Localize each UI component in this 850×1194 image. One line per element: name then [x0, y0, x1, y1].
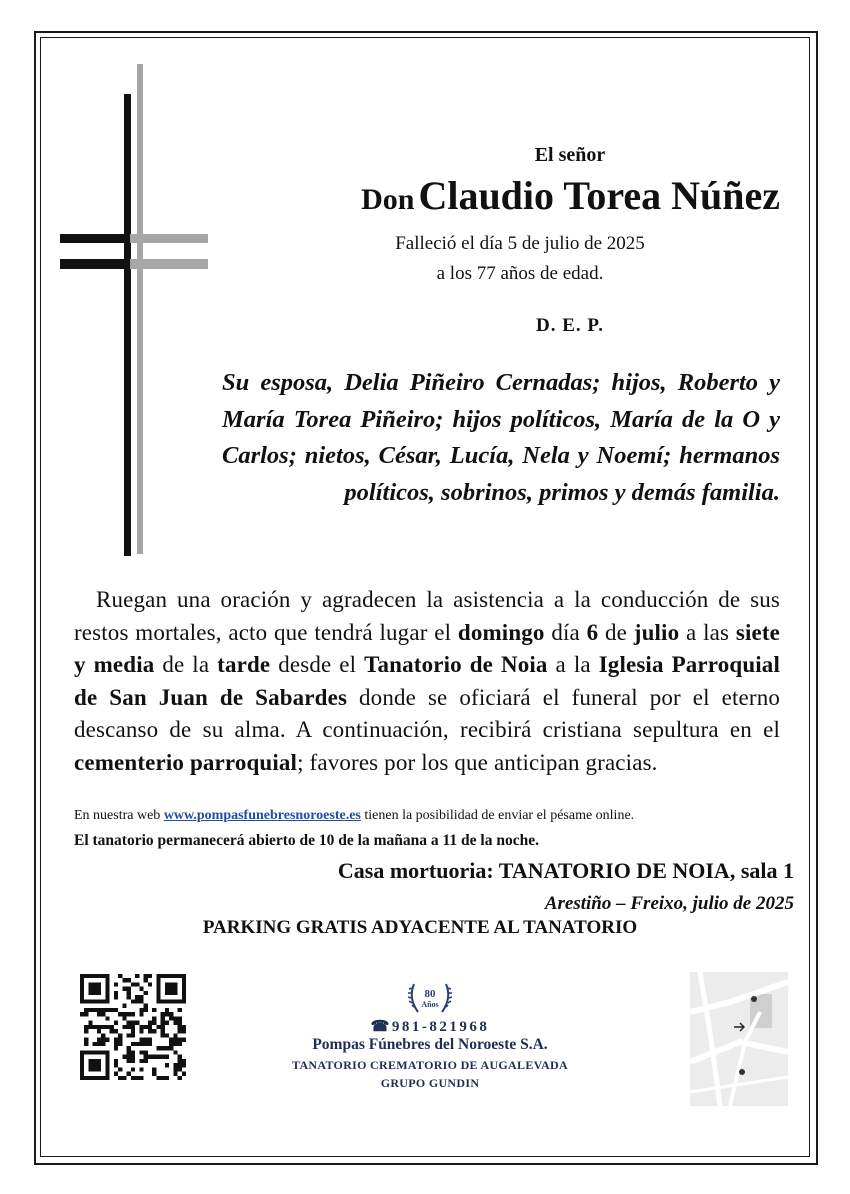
phone-icon: ☎: [370, 1019, 392, 1035]
group-name: GRUPO GUNDIN: [380, 1076, 480, 1090]
qr-code[interactable]: [80, 974, 186, 1080]
anniversary-logo: [400, 976, 460, 1020]
intro-text: El señor: [534, 144, 606, 166]
phone-line[interactable]: [300, 1017, 560, 1036]
location-map[interactable]: [690, 972, 788, 1106]
place-date: Arestiño – Freixo, julio de 2025: [544, 893, 794, 914]
parking-note: PARKING GRATIS ADYACENTE AL TANATORIO: [202, 917, 638, 938]
phone-number: 981-821968: [391, 1019, 490, 1035]
opening-hours: El tanatorio permanecerá abierto de 10 de la mañana a 11 de la noche.: [74, 832, 539, 849]
company-name: Pompas Fúnebres del Noroeste S.A.: [312, 1036, 548, 1053]
honorific: Don: [361, 183, 415, 216]
death-date: Falleció el día 5 de julio de 2025: [395, 233, 645, 254]
crematorium-name: TANATORIO CREMATORIO DE AUGALEVADA: [292, 1058, 568, 1072]
death-info: [300, 229, 740, 289]
logo-word: Años: [421, 1000, 439, 1009]
website-link[interactable]: www.pompasfunebresnoroeste.es: [163, 808, 361, 823]
family-list: Su esposa, Delia Piñeiro Cernadas; hijos, Roberto y María Torea Piñeiro; hijos políticos, María de la O y Carlos; nietos, César, Lucía, Nela y Noemí; hermanos políticos, sobrinos, primos y demás familia.: [222, 369, 780, 506]
age-line: a los 77 años de edad.: [436, 263, 604, 284]
full-name: Claudio Torea Núñez: [418, 173, 780, 218]
funeral-home: Casa mortuoria: TANATORIO DE NOIA, sala 1: [337, 858, 794, 883]
dep-text: D. E. P.: [535, 315, 604, 336]
deceased-name: [220, 172, 780, 219]
logo-number: 80: [424, 988, 436, 1000]
web-note: En nuestra web www.pompasfunebresnoroeste.es tienen la posibilidad de enviar el pésame online.: [74, 808, 635, 823]
service-paragraph: Ruegan una oración y agradecen la asistencia a la conducción de sus restos mortales, acto que tendrá lugar el domingo día 6 de julio a las siete y media de la tarde desde el Tanatorio de Noia a la Iglesia Parroquial de San Juan de Sabardes donde se oficiará el funeral por el eterno descanso de su alma. A continuación, recibirá cristiana sepultura en el cementerio parroquial; favores por los que anticipan gracias.: [74, 587, 781, 775]
